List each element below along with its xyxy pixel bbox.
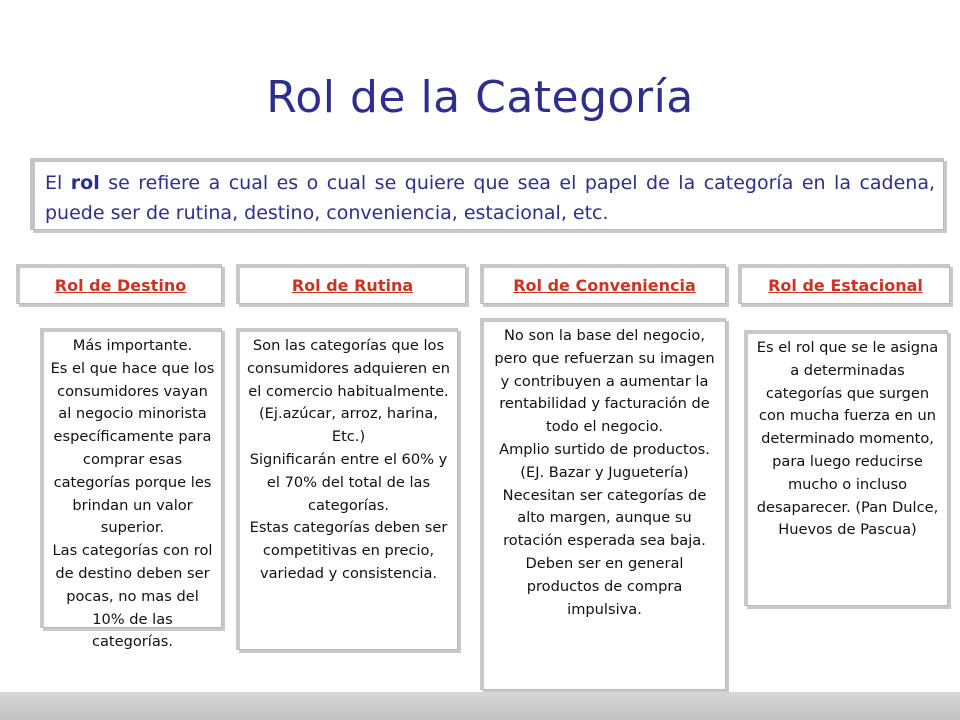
- intro-keyword-rol: rol: [70, 172, 100, 194]
- intro-text-start: El: [45, 172, 71, 194]
- header-rol-destino: Rol de Destino: [16, 264, 222, 304]
- intro-text-rest: se refiere a cual es o cual se quiere que sea el papel de la categoría en la cadena, puede ser de rutina, destino, conveniencia, estacional, etc.: [45, 172, 936, 224]
- card-rol-conveniencia: No son la base del negocio, pero que refuerzan su imagen y contribuyen a aumentar la rentabilidad y facturación de todo el negocio. Amplio surtido de productos. (EJ. Bazar y Juguetería) Necesitan ser categorías de alto margen, aunque su rotación esperada sea baja. Deben ser en general productos de compra impulsiva.: [480, 318, 726, 690]
- bottom-strip: [0, 692, 960, 720]
- card-rol-estacional: Es el rol que se le asigna a determinadas categorías que surgen con mucha fuerza en un determinado momento, para luego reducirse mucho o incluso desaparecer. (Pan Dulce, Huevos de Pascua): [744, 330, 948, 606]
- slide-title: Rol de la Categoría: [266, 72, 694, 123]
- card-rol-rutina: Son las categorías que los consumidores adquieren en el comercio habitualmente. (Ej.azúcar, arroz, harina, Etc.) Significarán entre el 60% y el 70% del total de las categorías. Estas categorías deben ser competitivas en precio, variedad y consistencia.: [236, 328, 458, 650]
- header-rol-estacional: Rol de Estacional: [738, 264, 950, 304]
- card-rol-destino: Más importante. Es el que hace que los consumidores vayan al negocio minorista específicamente para comprar esas categorías porque les brindan un valor superior. Las categorías con rol de destino deben ser pocas, no mas del 10% de las categorías.: [40, 328, 222, 628]
- header-rol-rutina: Rol de Rutina: [236, 264, 466, 304]
- intro-text-box: [30, 158, 944, 230]
- header-rol-conveniencia: Rol de Conveniencia: [480, 264, 726, 304]
